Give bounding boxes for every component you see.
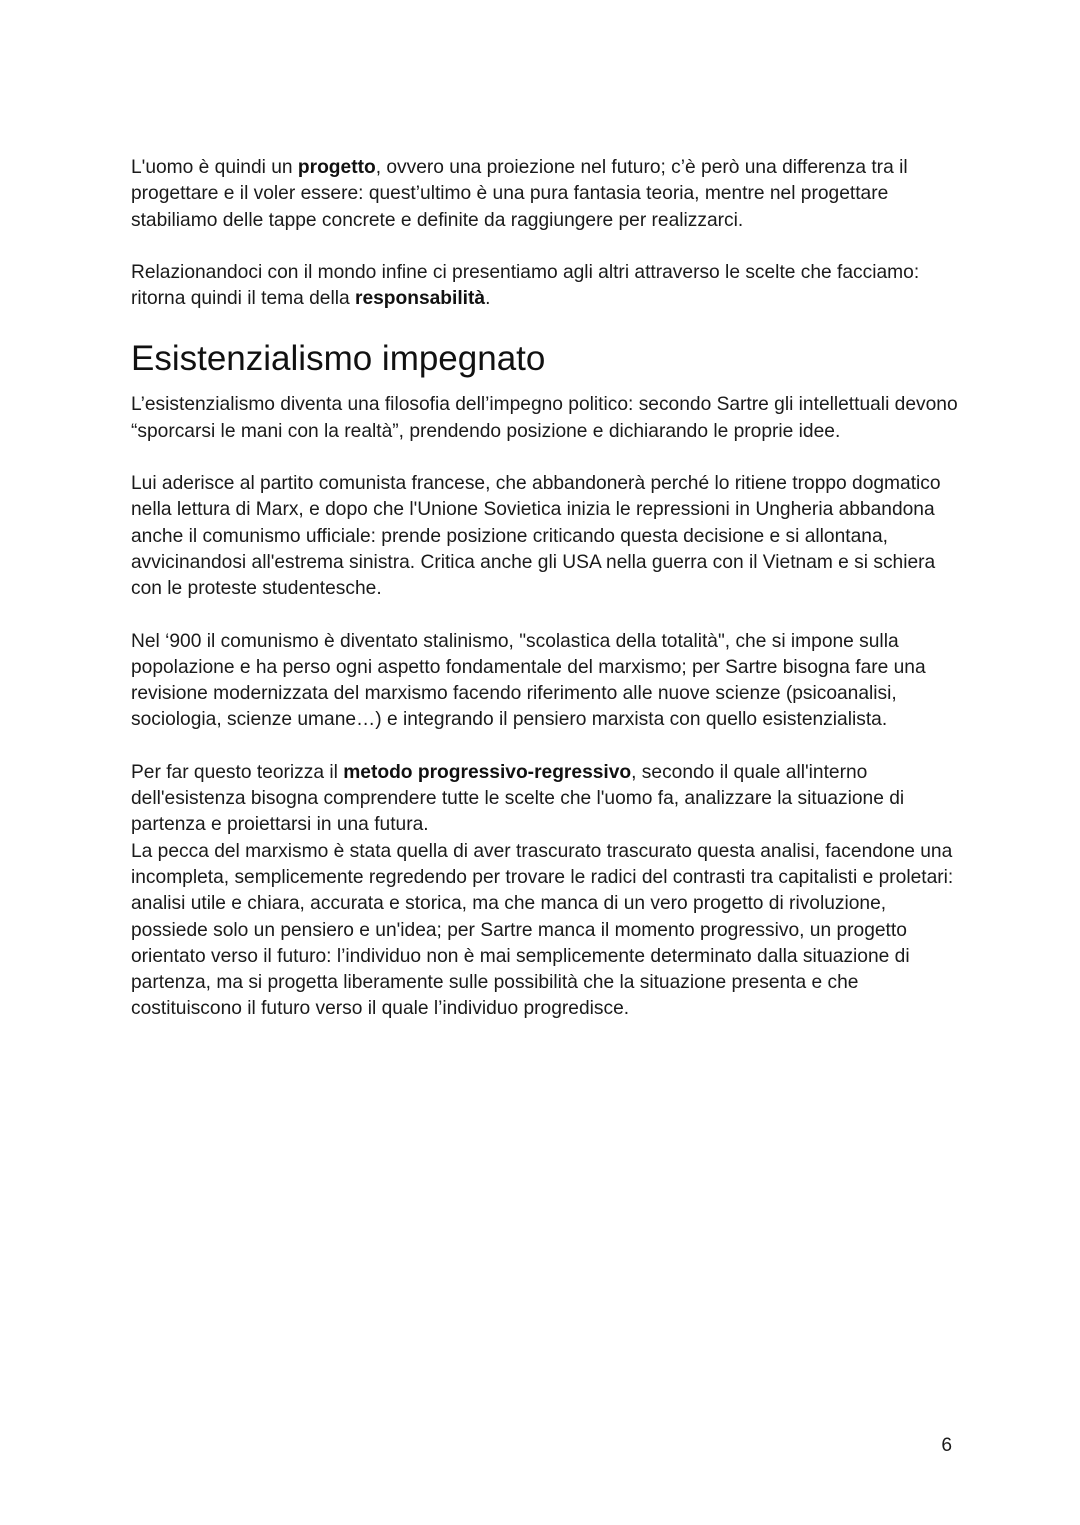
paragraph-gap xyxy=(131,445,961,471)
paragraph-progetto xyxy=(131,155,961,234)
paragraph-responsabilita xyxy=(131,260,961,313)
text-run: , ovvero una proiezione nel futuro; c’è però una differenza tra il progettare e il voler essere: quest’ultimo è una pura fantasia teoria, mentre nel progettare stabiliamo delle tappe concrete e definite da raggiungere per realizzarci. xyxy=(131,157,908,231)
bold-term: responsabilità xyxy=(354,288,486,310)
text-run: , secondo il quale all'interno dell'esistenza bisogna comprendere tutte le scelte che l'uomo fa, analizzare la situazione di partenza e proiettarsi in una futura. xyxy=(131,761,905,836)
paragraph-gap xyxy=(131,734,961,760)
paragraph-impegno xyxy=(131,392,961,445)
text-run: . xyxy=(485,288,491,310)
paragraph-gap xyxy=(131,603,961,629)
text-run: Nel ‘900 il comunismo è diventato stalinismo, "scolastica della totalità", che si impone sulla popolazione e ha perso ogni aspetto fondamentale del marxismo; per Sartre bisogna fare una revisione modernizzata del marxismo facendo riferimento alle nuove scienze (psicoanalisi, sociologia, scienze umane…) e integrando il pensiero marxista con quello esistenzialista. xyxy=(131,630,926,731)
text-run: La pecca del marxismo è stata quella di aver trascurato trascurato questa analisi, facendone una incompleta, semplicemente regredendo per trovare le radici del contrasti tra capitalisti e proletari: analisi utile e chiara, accurata e storica, ma che manca di un vero progetto di rivoluzione, possiede solo un pensiero e un'idea; per Sartre manca il momento progressivo, un progetto orientato verso il futuro: l’individuo non è mai semplicemente determinato dalla situazione di partenza, ma si progetta liberamente sulle possibilità che la situazione presenta e che costituiscono il futuro verso il quale l’individuo progredisce. xyxy=(131,840,954,1020)
paragraph-metodo xyxy=(131,760,961,839)
text-run: L’esistenzialismo diventa una filosofia dell’impegno politico: secondo Sartre gli intellettuali devono “sporcarsi le mani con la realtà”, prendendo posizione e dichiarando le proprie idee. xyxy=(131,394,958,442)
text-run: Lui aderisce al partito comunista francese, che abbandonerà perché lo ritiene troppo dogmatico nella lettura di Marx, e dopo che l'Unione Sovietica inizia le repressioni in Ungheria abbandona anche il comunismo ufficiale: prende posizione criticando questa decisione e si allontana, avvicinandosi all'estrema sinistra. Critica anche gli USA nella guerra con il Vietnam e si schiera con le proteste studentesche. xyxy=(131,473,941,600)
paragraph-partito-comunista xyxy=(131,471,961,602)
text-run: Per far questo teorizza il xyxy=(131,761,344,783)
page-number: 6 xyxy=(941,1435,952,1456)
paragraph-pecca-marxismo xyxy=(131,839,961,1023)
text-run: Relazionandoci con il mondo infine ci presentiamo agli altri attraverso le scelte che facciamo: ritorna quindi il tema della xyxy=(131,261,920,310)
bold-term: progetto xyxy=(297,157,376,178)
section-heading: Esistenzialismo impegnato xyxy=(131,339,546,379)
bold-term: metodo progressivo-regressivo xyxy=(343,761,632,783)
paragraph-stalinismo xyxy=(131,629,961,734)
text-run: L'uomo è quindi un xyxy=(131,157,298,178)
page-content xyxy=(131,155,961,1023)
